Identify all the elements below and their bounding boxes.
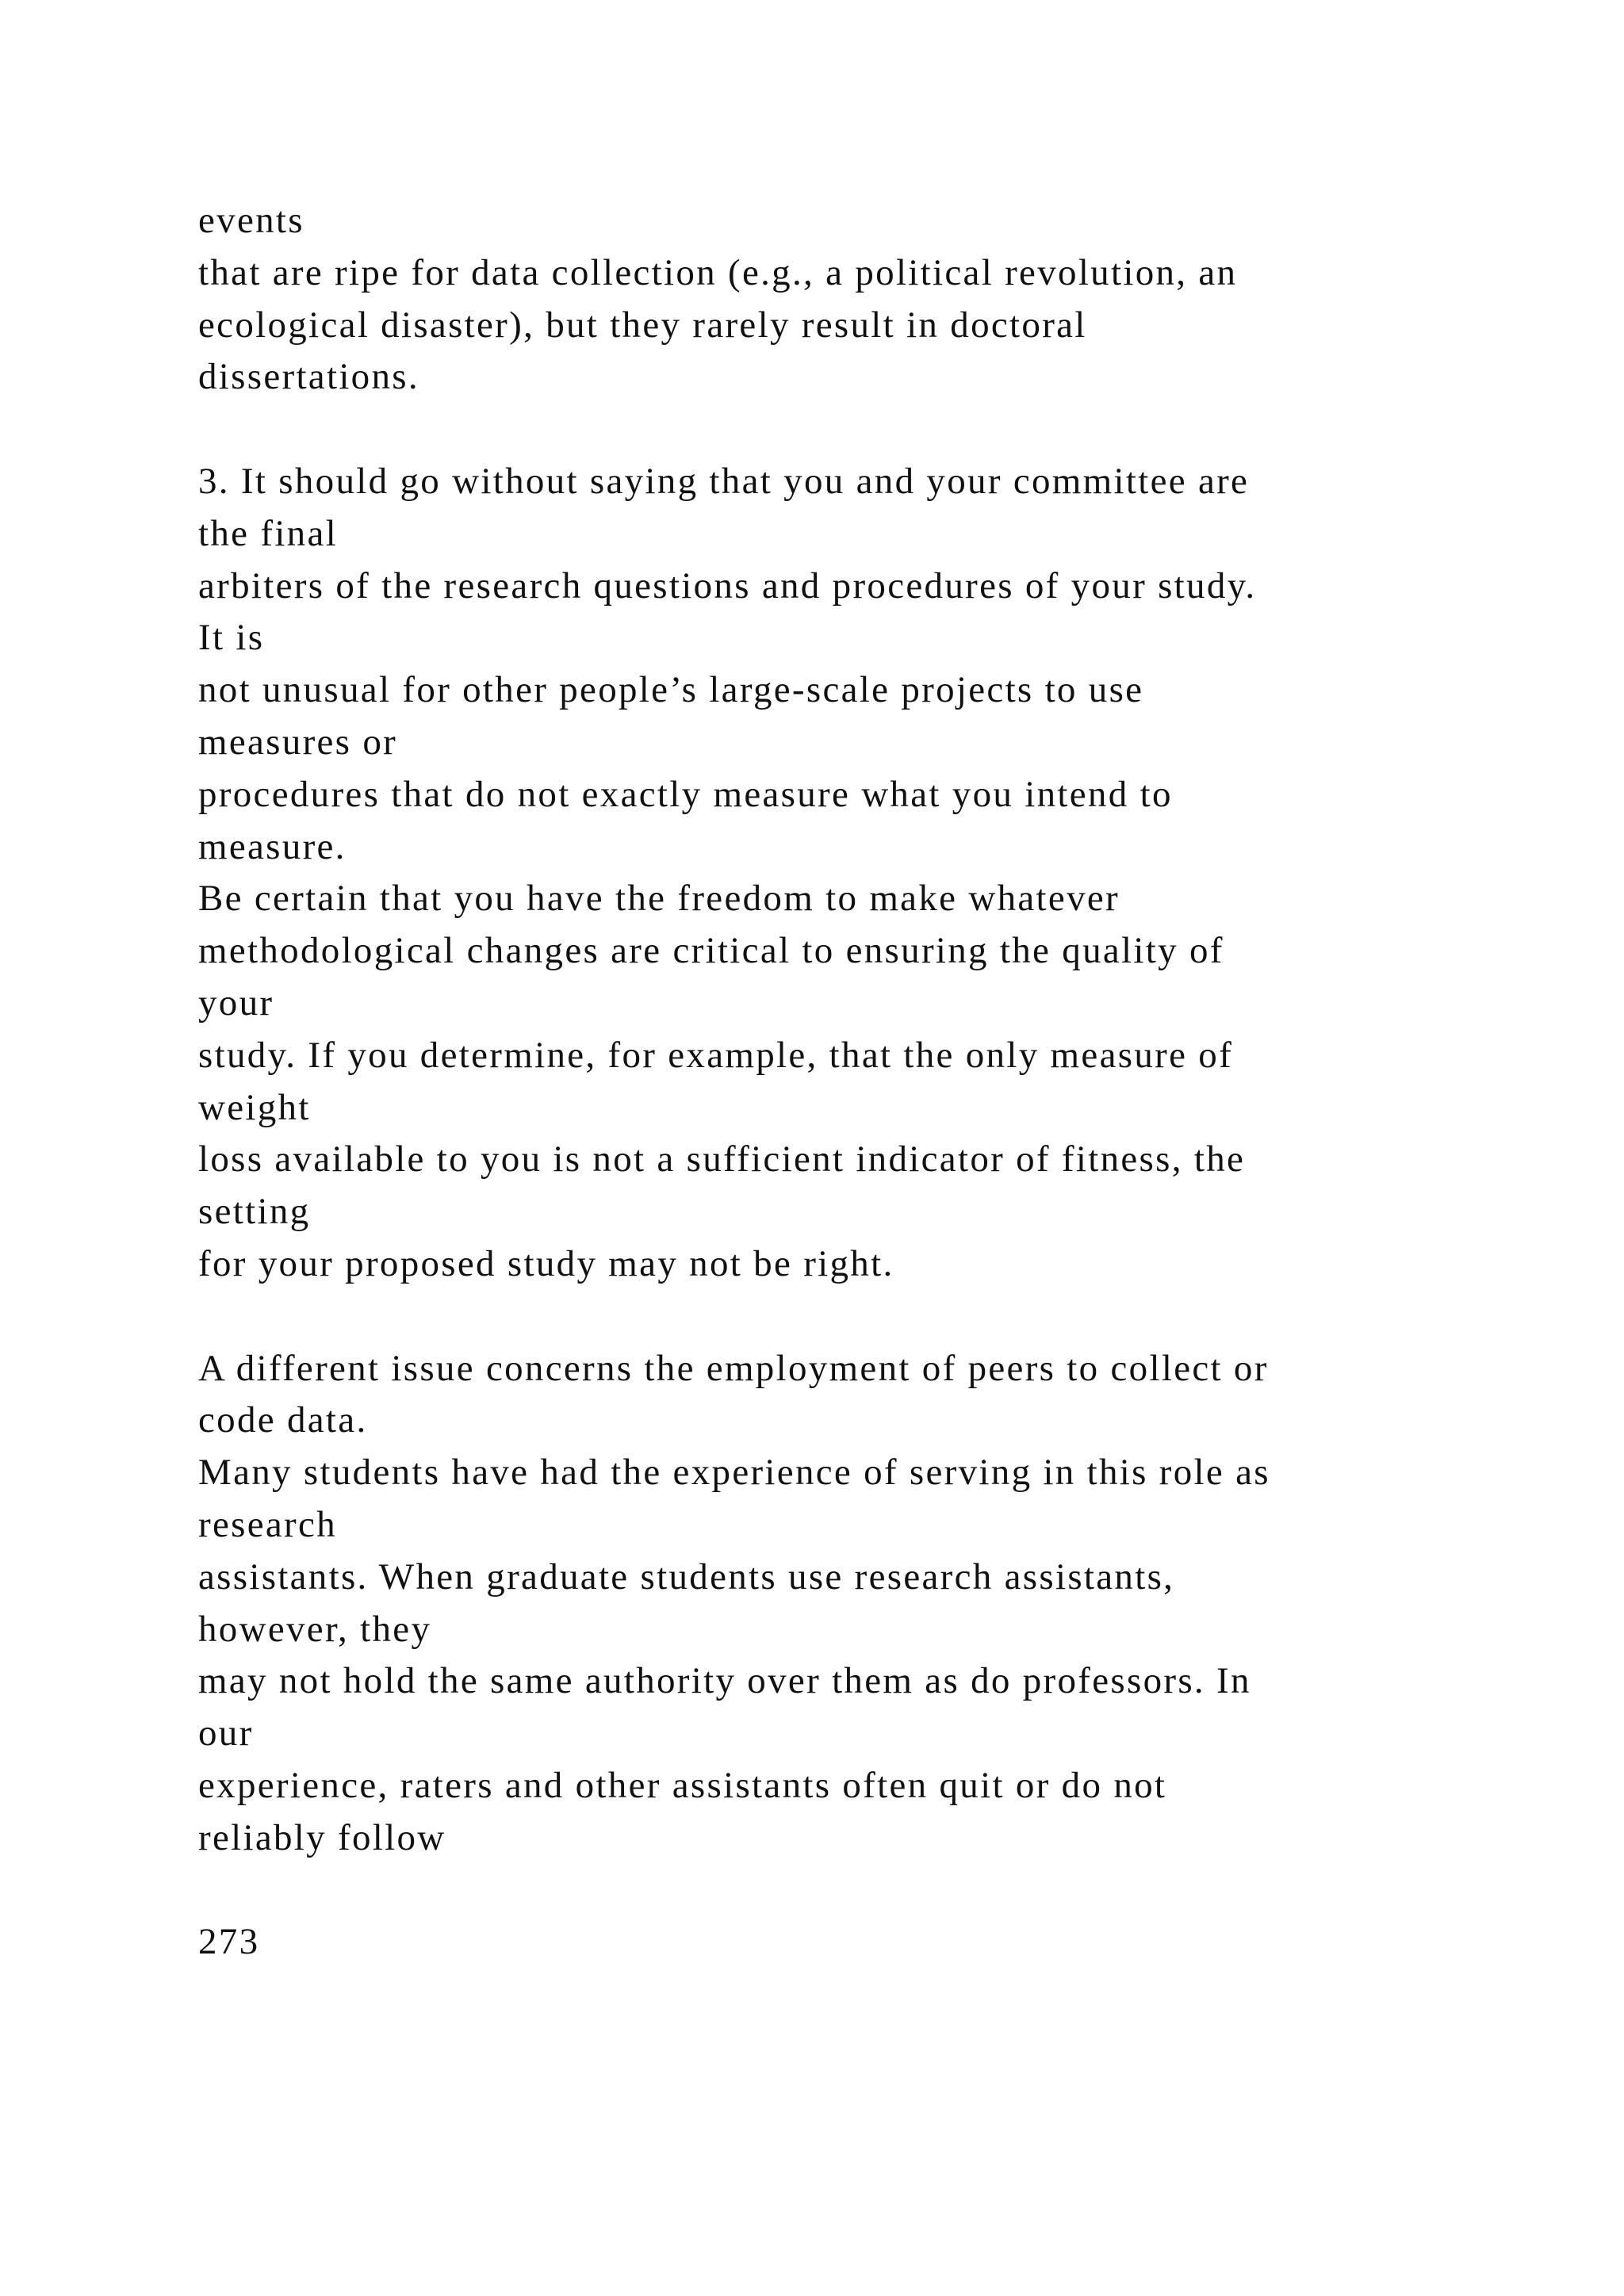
text-line: reliably follow bbox=[198, 1816, 446, 1858]
text-line: measures or bbox=[198, 721, 398, 763]
text-line: for your proposed study may not be right. bbox=[198, 1242, 894, 1284]
text-line: weight bbox=[198, 1086, 311, 1128]
text-line: research bbox=[198, 1503, 337, 1545]
paragraph-spacer bbox=[198, 404, 1546, 456]
paragraph-spacer bbox=[198, 1865, 1546, 1917]
page-number: 273 bbox=[198, 1921, 260, 1963]
text-line: Many students have had the experience of serving in this role as bbox=[198, 1452, 1270, 1494]
text-line: A different issue concerns the employment of peers to collect or bbox=[198, 1347, 1269, 1389]
text-line: assistants. When graduate students use research assistants, bbox=[198, 1556, 1175, 1598]
document-body bbox=[198, 195, 1546, 1969]
paragraph-spacer bbox=[198, 1291, 1546, 1343]
text-line: 3. It should go without saying that you and your committee are bbox=[198, 460, 1250, 502]
text-line: procedures that do not exactly measure what you intend to bbox=[198, 773, 1173, 815]
paragraph-peers-issue bbox=[198, 1343, 1546, 1865]
text-line: that are ripe for data collection (e.g., a political revolution, an bbox=[198, 251, 1238, 293]
text-line: your bbox=[198, 982, 274, 1024]
text-line: experience, raters and other assistants often quit or do not bbox=[198, 1764, 1167, 1806]
text-line: events bbox=[198, 200, 304, 241]
text-line: our bbox=[198, 1712, 254, 1755]
text-line: setting bbox=[198, 1191, 311, 1233]
text-line: however, they bbox=[198, 1608, 432, 1650]
text-line: methodological changes are critical to ensuring the quality of bbox=[198, 930, 1224, 972]
text-line: may not hold the same authority over them as do professors. In bbox=[198, 1660, 1251, 1702]
text-line: It is bbox=[198, 617, 265, 659]
text-line: arbiters of the research questions and procedures of your study. bbox=[198, 564, 1257, 607]
text-line: dissertations. bbox=[198, 356, 419, 398]
text-line: study. If you determine, for example, that the only measure of bbox=[198, 1034, 1234, 1076]
text-line: code data. bbox=[198, 1399, 368, 1441]
text-line: Be certain that you have the freedom to make whatever bbox=[198, 878, 1120, 920]
paragraph-continuation bbox=[198, 195, 1546, 404]
text-line: the final bbox=[198, 512, 338, 554]
text-line: measure. bbox=[198, 825, 347, 867]
paragraph-note-3 bbox=[198, 456, 1546, 1291]
text-line: ecological disaster), but they rarely result in doctoral bbox=[198, 304, 1087, 346]
text-line: not unusual for other people’s large-scale projects to use bbox=[198, 669, 1144, 711]
text-line: loss available to you is not a sufficient indicator of fitness, the bbox=[198, 1138, 1246, 1181]
